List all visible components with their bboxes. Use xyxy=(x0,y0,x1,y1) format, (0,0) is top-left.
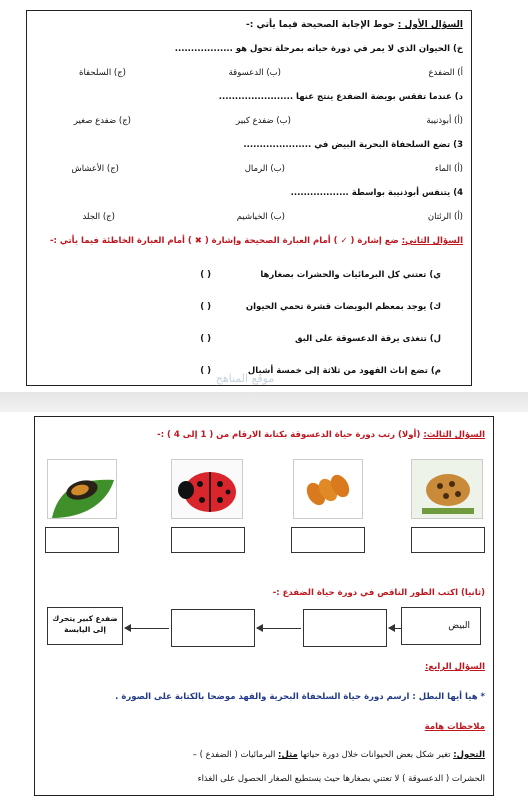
frog-arrow-1 xyxy=(125,628,169,629)
frog-last-stage-box xyxy=(47,607,123,645)
q1-instruction: حوط الإجابة الصحيحة فيما يأتي :- xyxy=(246,20,395,30)
q1-title: السؤال الأول : xyxy=(397,20,463,30)
q2-item-2-mark[interactable]: ( ) xyxy=(200,302,211,312)
q2-item-3-mark[interactable]: ( ) xyxy=(200,334,211,344)
q2-instruction: ضع إشارة ( ✓ ) أمام العبارة الصحيحة وإشارة ( ✖ ) أمام العبارة الخاطئة فيما يأتي :- xyxy=(50,236,399,246)
frog-arrow-2 xyxy=(257,628,301,629)
q2-item-1-text: ي) تعتني كل البرمائيات والحشرات بصغارها xyxy=(260,270,441,280)
notes-line1b: البرمائيات ( الضفدع ) – xyxy=(192,750,276,760)
q2-item-2-text: ك) يوجد بمعظم البويضات قشرة تحمي الحيوان xyxy=(245,302,441,312)
q1-item-2-option-a[interactable]: (أ) أبوذنيبة xyxy=(426,116,463,126)
q3-title: السؤال الثالث: xyxy=(423,430,485,440)
q1-item-1-option-c[interactable]: (ج) السلحفاة xyxy=(79,68,126,78)
q2-item-1-mark[interactable]: ( ) xyxy=(200,270,211,280)
notes-line2: الحشرات ( الدعسوقة ) لا تعتني بصغارها حيث يستطيع الصغار الحصول على الغذاء xyxy=(197,774,485,784)
q1-item-3-text: 3) تضع السلحفاة البحرية البيض في ..................... xyxy=(243,140,463,150)
notes-title: ملاحظات هامة xyxy=(424,722,485,732)
watermark: موقع المناهج xyxy=(215,372,275,385)
q1-item-3-option-c[interactable]: (ج) الأعشاش xyxy=(71,164,119,174)
ladybug-eggs-image xyxy=(293,459,363,519)
notes-line1: تغير شكل بعض الحيوانات خلال دورة حياتها xyxy=(300,750,451,760)
q3-part2-instruction: (ثانيا) اكتب الطور الناقص في دورة حياة الضفدع :- xyxy=(272,588,485,598)
q2-item-4-text: م) تضع إناث الفهود من ثلاثة إلى خمسة أشبال xyxy=(247,366,441,376)
notes-example: مثل: xyxy=(278,750,298,760)
q1-item-3-option-a[interactable]: (أ) الماء xyxy=(434,164,463,174)
q1-item-2-text: د) عندما تفقس بويضة الضفدع ينتج عنها ....................... xyxy=(218,92,463,102)
ladybug-answer-box-3[interactable] xyxy=(291,527,365,553)
worksheet-page-2 xyxy=(34,416,494,796)
q1-item-2-option-b[interactable]: (ب) ضفدع كبير xyxy=(236,116,291,126)
ladybug-pupa-image xyxy=(47,459,117,519)
notes-term: التحول: xyxy=(453,750,485,760)
q1-item-1-option-a[interactable]: أ) الضفدع xyxy=(428,68,463,78)
frog-missing-stage-box-1[interactable] xyxy=(171,609,255,647)
frog-first-stage-box xyxy=(401,607,481,645)
frog-first-stage-text: البيض xyxy=(448,621,470,631)
ladybug-answer-box-1[interactable] xyxy=(45,527,119,553)
q1-item-4-text: 4) يتنفس أبوذنيبة بواسطة .................. xyxy=(290,188,463,198)
q1-item-2-option-c[interactable]: (ج) ضفدع صغير xyxy=(73,116,131,126)
q4-text: * هيا أيها البطل : ارسم دورة حياة السلحفاة البحرية والفهد موضحا بالكتابة على الصورة . xyxy=(115,692,485,702)
q1-item-3-option-b[interactable]: (ب) الرمال xyxy=(244,164,285,174)
worksheet-page-1 xyxy=(26,10,472,386)
q4-title: السؤال الرابع: xyxy=(424,662,485,672)
q1-item-4-option-b[interactable]: (ب) الخياشيم xyxy=(236,212,285,222)
ladybug-answer-box-4[interactable] xyxy=(411,527,485,553)
q1-item-4-option-c[interactable]: (ج) الجلد xyxy=(82,212,115,222)
frog-last-stage-text: ضفدع كبير يتحرك إلى اليابسة xyxy=(52,614,118,635)
q3-instruction: (أولا) رتب دورة حياة الدعسوقة بكتابة الارقام من ( 1 إلى 4 ) :- xyxy=(157,430,421,440)
ladybug-adult-image xyxy=(171,459,243,519)
q2-item-3-text: ل) تتغذى يرقة الدعسوقة على البق xyxy=(294,334,441,344)
q1-item-1-option-b[interactable]: (ب) الدعسوقة xyxy=(228,68,281,78)
q1-item-1-text: خ) الحيوان الذي لا يمر في دورة حياته بمرحلة تحول هو .................. xyxy=(174,44,463,54)
frog-missing-stage-box-2[interactable] xyxy=(303,609,387,647)
ladybug-answer-box-2[interactable] xyxy=(171,527,245,553)
ladybug-larva-image xyxy=(411,459,483,519)
q1-item-4-option-a[interactable]: (أ) الرئتان xyxy=(427,212,463,222)
q2-title: السؤال الثاني: xyxy=(401,236,463,246)
q2-item-4-mark[interactable]: ( ) xyxy=(200,366,211,376)
